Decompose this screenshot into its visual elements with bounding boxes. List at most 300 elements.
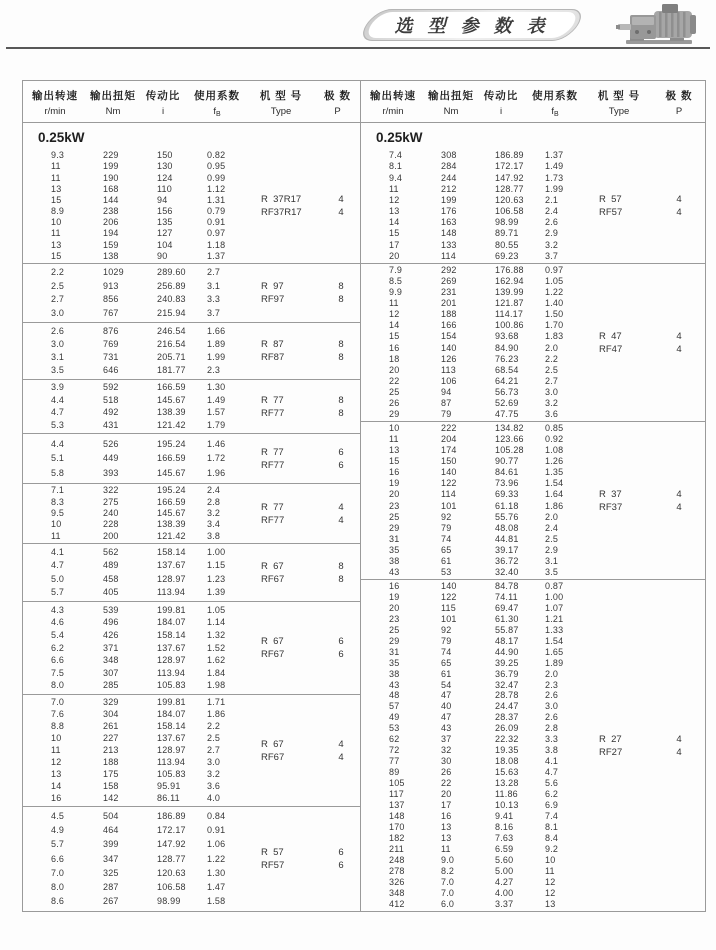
cell-service-factor: 1.66 [207,326,226,336]
cell-service-factor: 1.96 [207,467,226,478]
cell-service-factor: 1.54 [545,635,564,646]
cell-output-speed: 11 [51,228,61,239]
cell-service-factor: 0.97 [545,265,564,276]
cell-output-speed: 4.9 [51,825,65,836]
cell-service-factor: 1.99 [545,183,564,194]
cell-ratio: 172.17 [157,825,186,836]
cell-service-factor: 1.12 [207,183,226,194]
cell-service-factor: 3.7 [207,307,221,318]
table-row [23,268,360,277]
cell-service-factor: 3.1 [545,555,559,566]
data-block [23,149,360,263]
cell-output-speed: 137 [389,800,405,811]
cell-service-factor: 1.05 [545,276,564,287]
cell-output-speed: 11 [51,161,61,172]
model-type-label: R 37R17 [261,194,302,205]
cell-output-torque: 322 [103,485,119,496]
cell-service-factor: 1.62 [207,655,226,666]
cell-output-speed: 7.0 [51,867,65,878]
cell-service-factor: 1.54 [545,478,564,489]
table-row [23,327,360,336]
cell-output-speed: 8.5 [389,276,403,287]
cell-service-factor: 0.87 [545,580,564,591]
table-row [361,878,705,887]
cell-service-factor: 2.6 [545,217,559,228]
model-type-label: RF47 [599,343,623,355]
cell-ratio: 19.35 [495,745,519,756]
cell-output-torque: 106 [441,375,457,386]
cell-output-speed: 5.3 [51,419,65,430]
cell-output-speed: 4.4 [51,394,65,405]
cell-service-factor: 2.7 [545,375,559,386]
cell-ratio: 106.58 [157,881,186,892]
cell-ratio: 158.14 [157,629,186,640]
header-divider [6,47,710,49]
parameter-table-left [23,81,361,911]
cell-ratio: 98.99 [495,217,519,228]
table-row [23,698,360,707]
cell-ratio: 84.61 [495,467,519,478]
col-unit-service-factor-sub: B [215,111,221,118]
table-row [361,834,705,843]
table-row [23,710,360,719]
cell-output-torque: 646 [103,365,119,375]
pole-count-label: 4 [676,733,682,745]
model-line [599,206,689,219]
col-header-output-speed: 输出转速 [32,90,78,102]
cell-service-factor: 2.4 [207,485,221,496]
cell-output-speed: 16 [389,580,400,591]
cell-output-torque: 140 [441,580,457,591]
cell-output-torque: 101 [441,613,457,624]
table-row [361,546,705,555]
cell-service-factor: 2.5 [545,533,559,544]
model-type-label: R 77 [261,446,284,458]
model-line [261,751,351,764]
cell-output-speed: 23 [389,500,400,511]
cell-service-factor: 1.50 [545,309,564,320]
cell-service-factor: 1.23 [207,573,226,584]
cell-output-speed: 14 [389,320,400,331]
cell-output-speed: 15 [389,228,400,239]
cell-output-speed: 4.4 [51,438,65,449]
cell-service-factor: 1.33 [545,624,564,635]
cell-ratio: 205.71 [157,352,186,362]
cell-service-factor: 10 [545,854,556,865]
cell-output-torque: 61 [441,668,452,679]
cell-output-torque: 138 [103,250,119,261]
pole-count-label: 8 [338,394,344,406]
cell-output-torque: 492 [103,407,119,418]
cell-ratio: 158.14 [157,721,186,731]
model-line [599,193,689,206]
model-line [261,293,351,306]
cell-output-torque: 37 [441,734,452,745]
cell-ratio: 24.47 [495,701,519,712]
model-line [599,343,689,356]
pole-count-label: 8 [338,560,344,572]
cell-output-speed: 8.3 [51,496,65,507]
cell-output-speed: 278 [389,865,405,876]
cell-service-factor: 2.6 [545,712,559,723]
table-row [361,252,705,261]
cell-ratio: 69.33 [495,489,519,500]
cell-output-speed: 148 [389,810,405,821]
cell-service-factor: 3.2 [207,507,221,518]
pole-count-label: 4 [338,514,344,526]
model-line [261,501,351,514]
cell-ratio: 56.73 [495,386,519,397]
cell-ratio: 184.07 [157,709,186,719]
cell-output-torque: 122 [441,478,457,489]
cell-output-speed: 3.0 [51,307,65,318]
cell-output-torque: 150 [441,456,457,467]
cell-ratio: 135 [157,217,173,228]
model-labels [261,560,351,586]
cell-service-factor: 1.52 [207,642,226,653]
cell-output-speed: 348 [389,887,405,898]
cell-output-torque: 308 [441,150,457,161]
cell-service-factor: 9.2 [545,843,559,854]
table-row [361,424,705,433]
model-labels [599,488,689,514]
table-row [361,593,705,602]
cell-output-torque: 9.0 [441,854,455,865]
model-type-label: RF77 [261,407,285,419]
cell-service-factor: 1.22 [207,853,226,864]
model-type-label: RF37 [599,501,623,513]
cell-ratio: 145.67 [157,394,186,405]
cell-output-torque: 206 [103,217,119,228]
table-row [23,309,360,318]
cell-ratio: 147.92 [157,839,186,850]
cell-output-torque: 154 [441,331,457,342]
pole-count-label: 4 [676,194,682,205]
cell-service-factor: 2.0 [545,668,559,679]
cell-ratio: 195.24 [157,438,186,449]
table-row [361,604,705,613]
cell-output-torque: 11 [441,843,451,854]
table-row [361,162,705,171]
model-type-label: RF37R17 [261,207,302,218]
cell-output-speed: 14 [389,217,400,228]
model-labels [599,193,689,219]
data-block [361,263,705,421]
cell-output-speed: 7.1 [51,485,65,496]
parameter-table-right [361,81,705,911]
cell-output-torque: 526 [103,438,119,449]
table-row [361,457,705,466]
table-row [23,588,360,597]
cell-output-speed: 326 [389,876,405,887]
cell-output-torque: 92 [441,511,452,522]
cell-service-factor: 1.64 [545,489,564,500]
cell-ratio: 215.94 [157,307,186,318]
table-row [361,446,705,455]
cell-output-torque: 26 [441,767,452,778]
cell-service-factor: 1.30 [207,382,226,393]
cell-output-speed: 117 [389,789,404,800]
cell-output-speed: 7.4 [389,150,403,161]
table-row [361,757,705,766]
cell-output-torque: 176 [441,206,457,217]
cell-output-torque: 229 [103,150,119,161]
cell-output-torque: 188 [103,757,119,767]
cell-output-torque: 222 [441,423,457,434]
cell-output-torque: 79 [441,635,452,646]
table-row [361,241,705,250]
model-line [261,206,351,219]
table-row [361,659,705,668]
data-block [23,483,360,543]
cell-output-speed: 5.1 [51,453,65,463]
model-line [261,635,351,648]
cell-output-torque: 30 [441,756,452,767]
cell-ratio: 147.92 [495,172,524,183]
col-header-model-type: 机 型 号 [597,90,641,102]
cell-output-speed: 13 [51,769,62,779]
table-row [361,557,705,566]
cell-output-speed: 4.3 [51,604,65,615]
cell-ratio: 48.08 [495,522,519,533]
cell-output-speed: 4.7 [51,560,65,571]
pole-count-label: 8 [338,339,344,350]
model-line [261,738,351,751]
model-type-label: R 37 [599,488,622,500]
cell-output-speed: 11 [389,298,399,309]
cell-ratio: 98.99 [157,895,181,906]
cell-service-factor: 4.0 [207,793,221,803]
cell-output-torque: 449 [103,453,119,463]
model-type-label: RF77 [261,514,285,526]
cell-service-factor: 1.39 [207,586,226,597]
cell-output-speed: 3.0 [51,339,65,349]
cell-ratio: 127 [157,228,173,239]
table-row [23,606,360,615]
table-row [361,779,705,788]
cell-ratio: 26.09 [495,723,519,734]
cell-output-speed: 15 [389,331,400,342]
cell-ratio: 137.67 [157,560,186,571]
cell-output-speed: 20 [389,602,400,613]
cell-service-factor: 0.84 [207,811,226,822]
table-row [361,637,705,646]
cell-output-torque: 47 [441,690,452,701]
cell-ratio: 105.28 [495,445,524,456]
cell-output-torque: 201 [441,298,457,309]
cell-ratio: 110 [157,183,172,194]
cell-service-factor: 3.3 [545,734,559,745]
cell-output-torque: 199 [441,194,457,205]
cell-output-speed: 20 [389,364,400,375]
cell-output-speed: 25 [389,624,400,635]
table-row [361,670,705,679]
cell-ratio: 55.87 [495,624,519,635]
cell-ratio: 120.63 [157,867,186,878]
cell-output-speed: 9.3 [51,150,65,161]
cell-ratio: 55.76 [495,511,519,522]
cell-output-speed: 4.5 [51,811,65,822]
cell-service-factor: 1.22 [545,287,564,298]
column-header [23,81,360,123]
cell-ratio: 15.63 [495,767,519,778]
cell-ratio: 22.32 [495,734,519,745]
cell-output-speed: 412 [389,898,405,909]
cell-output-torque: 7.0 [441,876,455,887]
cell-output-speed: 72 [389,745,400,756]
cell-output-torque: 79 [441,522,452,533]
cell-service-factor: 1.31 [207,194,226,205]
pole-count-label: 4 [676,207,682,218]
cell-ratio: 138.39 [157,519,186,530]
cell-output-speed: 211 [389,843,404,854]
table-row [361,615,705,624]
col-unit-service-factor: $f_B$ [213,106,221,118]
cell-service-factor: 1.21 [545,613,564,624]
cell-output-torque: 592 [103,382,119,393]
cell-ratio: 186.89 [157,811,186,822]
cell-output-speed: 16 [389,342,400,353]
table-row [23,897,360,906]
cell-service-factor: 1.83 [545,331,564,342]
table-row [23,421,360,430]
cell-ratio: 139.99 [495,287,524,298]
model-type-label: R 97 [261,281,284,292]
pole-count-label: 4 [676,746,682,758]
cell-output-speed: 8.6 [51,895,65,906]
model-line [261,514,351,527]
cell-service-factor: 2.9 [545,544,559,555]
pole-count-label: 6 [338,860,344,871]
table-row [23,162,360,171]
cell-output-speed: 8.8 [51,721,65,731]
cell-ratio: 32.40 [495,566,519,577]
table-row [361,867,705,876]
table-row [361,174,705,183]
model-labels [261,338,351,364]
cell-service-factor: 2.1 [545,194,559,205]
cell-service-factor: 1.07 [545,602,564,613]
cell-output-speed: 10 [51,217,62,228]
cell-output-torque: 371 [103,642,119,653]
cell-output-speed: 105 [389,778,405,789]
cell-output-speed: 8.1 [389,161,403,172]
model-type-label: R 47 [599,330,622,342]
cell-service-factor: 0.82 [207,150,226,161]
cell-output-torque: 188 [441,309,457,320]
cell-ratio: 10.13 [495,800,519,811]
cell-ratio: 18.08 [495,756,519,767]
pole-count-label: 4 [676,343,682,355]
cell-output-speed: 4.7 [51,407,65,418]
cell-ratio: 84.78 [495,580,519,591]
cell-output-torque: 87 [441,397,452,408]
pole-count-label: 6 [338,649,344,660]
table-row [361,355,705,364]
pole-count-label: 4 [676,488,682,500]
power-rating-label: 0.25kW [38,130,85,145]
model-line [261,407,351,420]
cell-service-factor: 3.0 [545,386,559,397]
cell-output-torque: 142 [103,793,119,803]
cell-output-speed: 12 [389,194,400,205]
cell-output-speed: 15 [51,250,62,261]
table-row [361,702,705,711]
table-row [361,151,705,160]
cell-ratio: 95.91 [157,781,181,791]
cell-ratio: 216.54 [157,339,186,349]
cell-output-torque: 47 [441,712,452,723]
pole-count-label: 4 [676,501,682,513]
col-unit-service-factor: $f_B$ [551,106,559,118]
cell-ratio: 137.67 [157,733,186,743]
cell-ratio: 84.90 [495,342,519,353]
col-header-output-speed: 输出转速 [370,90,416,102]
pole-count-label: 8 [338,352,344,363]
cell-ratio: 289.60 [157,267,186,278]
cell-output-torque: 228 [103,519,119,530]
cell-output-speed: 29 [389,408,400,419]
cell-output-torque: 267 [103,895,119,906]
cell-output-torque: 115 [441,602,456,613]
cell-output-torque: 240 [103,507,119,518]
cell-ratio: 130 [157,161,173,172]
table-row [361,229,705,238]
model-type-label: RF57 [599,207,623,218]
cell-ratio: 90.77 [495,456,519,467]
cell-output-torque: 562 [103,547,119,558]
cell-output-torque: 92 [441,624,452,635]
cell-ratio: 199.81 [157,697,186,707]
table-row [361,310,705,319]
cell-ratio: 5.60 [495,854,514,865]
cell-service-factor: 3.4 [207,519,221,530]
cell-output-speed: 11 [389,434,399,445]
cell-ratio: 8.16 [495,821,514,832]
power-rating-label: 0.25kW [376,130,423,145]
cell-output-torque: 269 [441,276,457,287]
cell-output-torque: 101 [441,500,457,511]
cell-service-factor: 1.06 [207,839,226,850]
cell-output-speed: 3.1 [51,352,65,362]
cell-ratio: 64.21 [495,375,519,386]
cell-service-factor: 2.3 [207,365,221,375]
cell-output-torque: 166 [441,320,457,331]
cell-output-speed: 5.4 [51,629,65,640]
cell-service-factor: 0.95 [207,161,226,172]
cell-output-torque: 204 [441,434,457,445]
model-line [261,193,351,206]
title-banner [356,9,588,41]
cell-service-factor: 1.47 [207,881,226,892]
table-row [361,691,705,700]
cell-service-factor: 7.4 [545,810,559,821]
table-row [361,266,705,275]
col-header-model-type: 机 型 号 [259,90,303,102]
cell-service-factor: 1.98 [207,680,226,691]
cell-service-factor: 1.72 [207,453,226,463]
cell-ratio: 61.30 [495,613,519,624]
cell-ratio: 48.17 [495,635,519,646]
cell-ratio: 32.47 [495,679,519,690]
col-unit-poles: P [334,106,341,117]
cell-service-factor: 1.00 [207,547,226,558]
cell-output-torque: 190 [103,172,119,183]
cell-service-factor: 1.00 [545,591,564,602]
cell-output-speed: 11 [51,172,61,183]
table-row [361,277,705,286]
model-labels [261,394,351,420]
